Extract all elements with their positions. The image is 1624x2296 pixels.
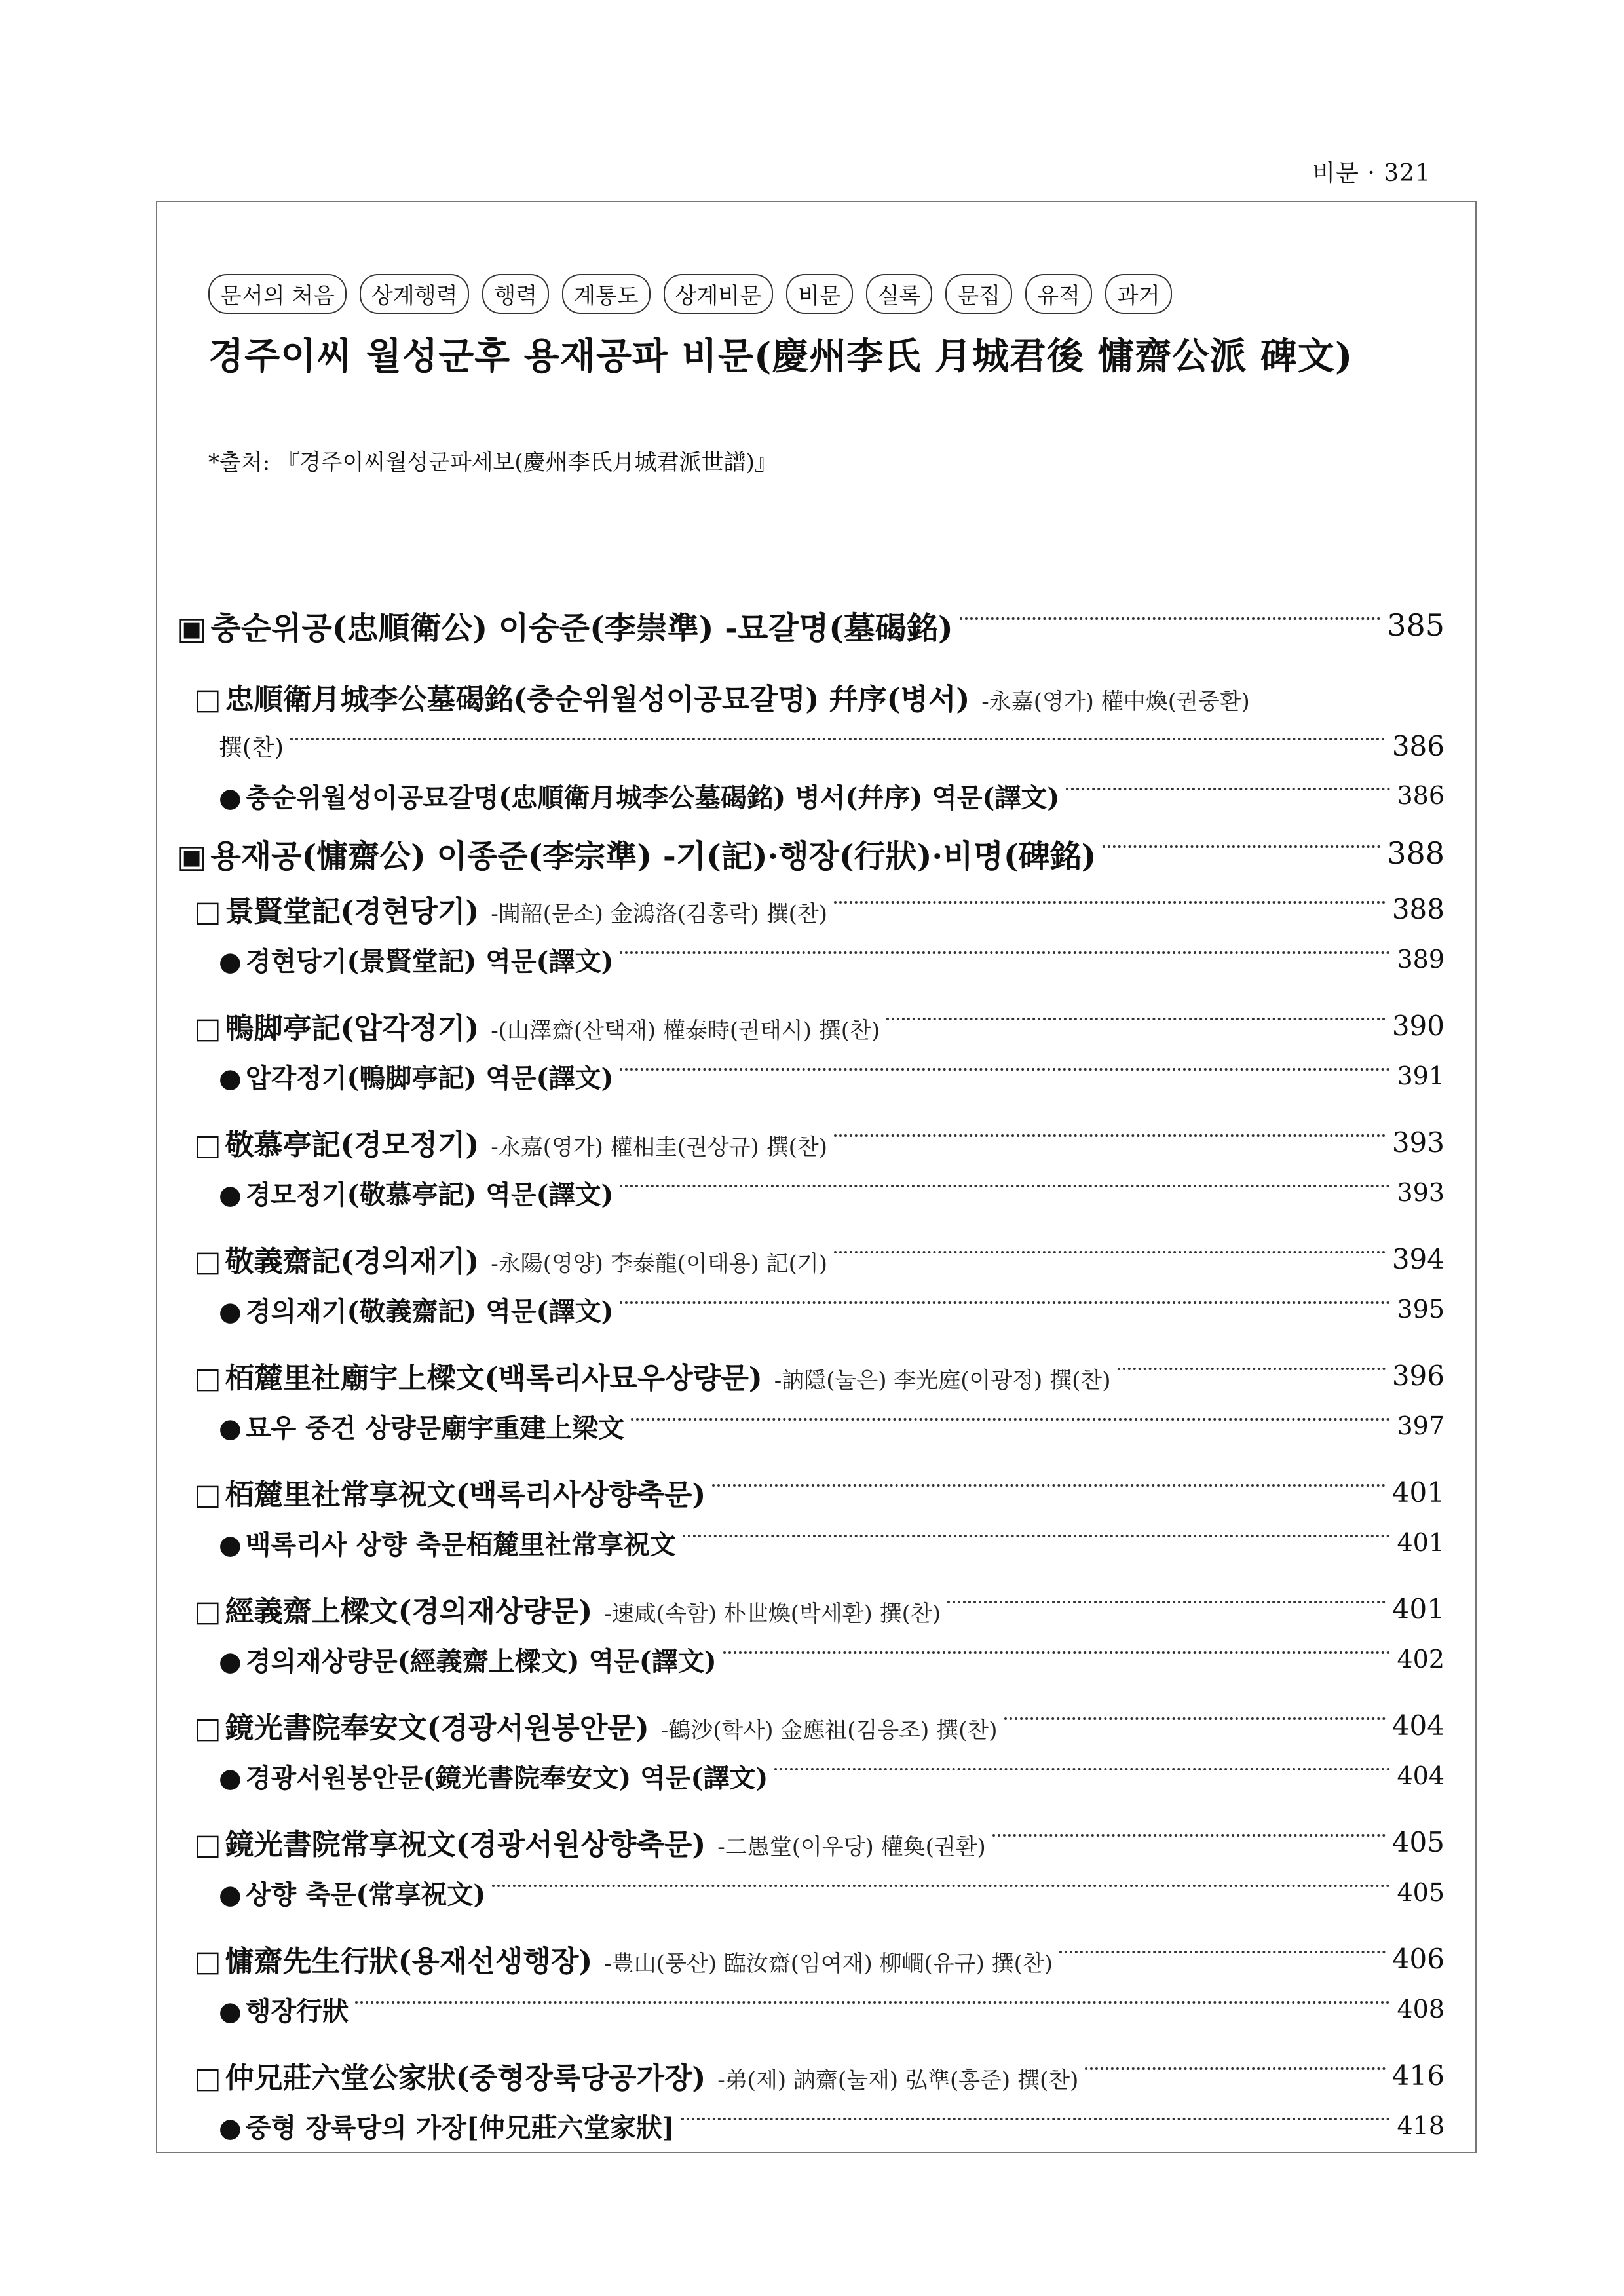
toc-section[interactable] [177, 594, 1445, 656]
toc-page-number: 406 [1391, 1942, 1445, 1975]
toc-entry-title: 鏡光書院奉安文(경광서원봉안문) [225, 1712, 649, 1745]
dot-leader [723, 1651, 1391, 1654]
bullet-icon: ● [219, 2112, 242, 2143]
toc-page-number: 402 [1397, 1645, 1445, 1674]
checkbox-icon: □ [194, 1828, 221, 1862]
nav-chip-history[interactable]: 행력 [482, 274, 549, 314]
dot-leader [355, 2001, 1390, 2004]
dot-leader [620, 1068, 1390, 1071]
toc-entry-title: 중형 장륙당의 가장[仲兄莊六堂家狀] [245, 2112, 675, 2143]
toc-subentry[interactable] [177, 1167, 1445, 1218]
dot-leader [683, 1535, 1391, 1537]
toc-entry[interactable] [177, 1934, 1445, 1983]
toc-entry[interactable] [177, 884, 1445, 934]
dot-leader [1066, 788, 1390, 790]
dot-leader [947, 1601, 1386, 1603]
toc-page-number: 416 [1391, 2059, 1445, 2092]
nav-chip-genealogy-chart[interactable]: 계통도 [562, 274, 651, 314]
bullet-icon: ● [219, 1412, 242, 1444]
toc-page-number: 395 [1397, 1295, 1445, 1324]
bullet-icon: ● [219, 1995, 242, 2027]
source-citation: *출처: 『경주이씨월성군파세보(慶州李氏月城君派世譜)』 [208, 450, 777, 476]
dot-leader [620, 1185, 1390, 1187]
toc-entry[interactable] [177, 1350, 1445, 1400]
toc-section[interactable] [177, 822, 1445, 884]
toc-entry-author: -弟(제) 訥齋(눌재) 弘準(홍준) 撰(찬) [717, 2067, 1079, 2094]
bullet-icon: ● [219, 1645, 242, 1677]
toc-subentry[interactable] [177, 2100, 1445, 2151]
dot-leader [681, 2118, 1391, 2120]
toc-subentry[interactable] [177, 1400, 1445, 1451]
toc-entry-title: 鏡光書院常享祝文(경광서원상향축문) [225, 1828, 706, 1862]
dot-leader [290, 738, 1386, 740]
toc-entry-title: 敬慕亭記(경모정기) [225, 1128, 480, 1162]
toc-entry-title: 백록리사 상향 축문栢麓里社常享祝文 [245, 1529, 676, 1560]
toc-subentry[interactable] [177, 1284, 1445, 1335]
checkbox-icon: □ [194, 1128, 221, 1162]
section-marker-icon: ▣ [177, 609, 207, 647]
toc-page-number: 405 [1391, 1826, 1445, 1858]
dot-leader [886, 1018, 1386, 1020]
toc-entry-title: 경의재상량문(經義齋上樑文) 역문(譯文) [245, 1645, 717, 1677]
toc-page-number: 389 [1397, 945, 1445, 974]
toc-entry-title: 忠順衛月城李公墓碣銘(충순위월성이공묘갈명) 幷序(병서) [225, 683, 970, 716]
toc-entry-title: 撰(찬) [219, 734, 284, 761]
toc-page-number: 401 [1391, 1592, 1445, 1625]
dot-leader [712, 1484, 1386, 1487]
toc-entry[interactable] [177, 672, 1445, 721]
dot-leader [1059, 1951, 1386, 1953]
toc-entry[interactable] [177, 1817, 1445, 1867]
toc-entry-title: 鴨脚亭記(압각정기) [225, 1012, 480, 1045]
toc-page-number: 390 [1391, 1009, 1445, 1042]
nav-chip-start[interactable]: 문서의 처음 [208, 274, 347, 314]
toc-page-number: 394 [1391, 1242, 1445, 1275]
checkbox-icon: □ [194, 1012, 221, 1045]
toc-entry-author: -二愚堂(이우당) 權奐(권환) [717, 1834, 986, 1860]
dot-leader [1118, 1368, 1386, 1370]
toc-entry-title: 栢麓里社常享祝文(백록리사상향축문) [225, 1478, 706, 1512]
toc-entry-title: 압각정기(鴨脚亭記) 역문(譯文) [245, 1062, 614, 1094]
toc-page-number: 397 [1397, 1411, 1445, 1440]
toc-page-number: 418 [1397, 2111, 1445, 2140]
toc-entry[interactable] [177, 1234, 1445, 1284]
toc-entry-title: 용재공(慵齋公) 이종준(李宗準) -기(記)·행장(行狀)·비명(碑銘) [210, 837, 1097, 875]
checkbox-icon: □ [194, 1478, 221, 1512]
toc-entry-author: -永陽(영양) 李泰龍(이태용) 記(기) [491, 1251, 827, 1277]
toc-entry-author: -豊山(풍산) 臨汝齋(임여재) 柳𡼏(유규) 撰(찬) [604, 1951, 1053, 1977]
checkbox-icon: □ [194, 2061, 221, 2095]
toc-page-number: 404 [1391, 1709, 1445, 1742]
toc-entry-title: 경의재기(敬義齋記) 역문(譯文) [245, 1295, 614, 1327]
bullet-icon: ● [219, 946, 242, 977]
checkbox-icon: □ [194, 1712, 221, 1745]
nav-chip-ancestor-history[interactable]: 상계행력 [360, 274, 469, 314]
checkbox-icon: □ [194, 1362, 221, 1395]
nav-chip-collected-works[interactable]: 문집 [945, 274, 1012, 314]
toc-subentry[interactable] [177, 770, 1445, 821]
checkbox-icon: □ [194, 683, 221, 716]
toc-subentry[interactable] [177, 1867, 1445, 1918]
toc-page-number: 401 [1397, 1528, 1445, 1557]
dot-leader [1103, 845, 1380, 848]
toc-entry[interactable] [177, 2050, 1445, 2100]
toc-entry-title: 栢麓里社廟宇上樑文(백록리사묘우상량문) [225, 1362, 763, 1395]
dot-leader [960, 617, 1381, 620]
dot-leader [774, 1768, 1390, 1770]
toc-entry-title: 경광서원봉안문(鏡光書院奉安文) 역문(譯文) [245, 1762, 768, 1793]
toc-page-number: 388 [1391, 892, 1445, 925]
toc-entry-title: 묘우 중건 상량문廟宇重建上梁文 [245, 1412, 625, 1444]
nav-chip-annals[interactable]: 실록 [866, 274, 933, 314]
dot-leader [631, 1418, 1390, 1421]
toc-subentry[interactable] [177, 1634, 1445, 1685]
toc-page-number: 396 [1391, 1359, 1445, 1392]
toc-entry-title: 충순위월성이공묘갈명(忠順衛月城李公墓碣銘) 병서(幷序) 역문(譯文) [245, 782, 1060, 813]
bullet-icon: ● [219, 1295, 242, 1327]
toc-entry[interactable] [177, 1467, 1445, 1517]
toc-entry[interactable] [177, 1117, 1445, 1167]
toc-entry-author: -訥隱(눌은) 李光庭(이광정) 撰(찬) [774, 1368, 1111, 1394]
nav-chip-relics[interactable]: 유적 [1025, 274, 1092, 314]
toc-entry-title: 景賢堂記(경현당기) [225, 895, 480, 928]
toc-entry-author: -永嘉(영가) 權中煥(권중환) [981, 689, 1250, 715]
toc-page-number: 404 [1397, 1761, 1445, 1790]
toc-page-number: 405 [1397, 1878, 1445, 1907]
bullet-icon: ● [219, 782, 242, 813]
toc-entry[interactable] [177, 1700, 1445, 1750]
bullet-icon: ● [219, 1179, 242, 1210]
section-marker-icon: ▣ [177, 837, 207, 875]
dot-leader [834, 1251, 1386, 1253]
checkbox-icon: □ [194, 1595, 221, 1628]
table-of-contents [177, 593, 1445, 2151]
toc-subentry[interactable] [177, 1050, 1445, 1101]
toc-page-number: 393 [1391, 1126, 1445, 1158]
bullet-icon: ● [219, 1062, 242, 1094]
toc-page-number: 386 [1397, 781, 1445, 810]
dot-leader [620, 951, 1390, 954]
toc-entry-title: 상향 축문(常享祝文) [245, 1879, 486, 1910]
toc-entry-title: 행장行狀 [245, 1995, 349, 2027]
toc-entry-title: 仲兄莊六堂公家狀(중형장룩당공가장) [225, 2061, 706, 2095]
toc-entry-title: 경모정기(敬慕亭記) 역문(譯文) [245, 1179, 614, 1210]
toc-entry-author: -永嘉(영가) 權相圭(권상규) 撰(찬) [491, 1134, 827, 1160]
dot-leader [1004, 1717, 1386, 1720]
bullet-icon: ● [219, 1529, 242, 1560]
toc-page-number: 408 [1397, 1995, 1445, 2023]
nav-chip-epitaph[interactable]: 비문 [786, 274, 853, 314]
bullet-icon: ● [219, 1879, 242, 1910]
toc-page-number: 391 [1397, 1062, 1445, 1090]
bullet-icon: ● [219, 1762, 242, 1793]
dot-leader [834, 1134, 1386, 1137]
toc-entry-author: -速咸(속함) 朴世煥(박세환) 撰(찬) [604, 1601, 941, 1627]
dot-leader [1085, 2067, 1385, 2070]
running-header: 비문 · 321 [1312, 160, 1431, 187]
toc-entry-title: 경현당기(景賢堂記) 역문(譯文) [245, 946, 614, 977]
checkbox-icon: □ [194, 1245, 221, 1278]
dot-leader [620, 1301, 1390, 1304]
checkbox-icon: □ [194, 895, 221, 928]
nav-chip-ancestor-epitaph[interactable]: 상계비문 [664, 274, 773, 314]
toc-page-number: 388 [1387, 835, 1445, 871]
toc-page-number: 385 [1387, 607, 1445, 643]
dot-leader [834, 901, 1386, 904]
toc-page-number: 401 [1391, 1476, 1445, 1508]
checkbox-icon: □ [194, 1945, 221, 1978]
toc-subentry[interactable] [177, 934, 1445, 985]
toc-page-number: 393 [1397, 1178, 1445, 1207]
toc-subentry[interactable] [177, 1750, 1445, 1801]
toc-subentry[interactable] [177, 1983, 1445, 2035]
toc-entry-title: 충순위공(忠順衛公) 이숭준(李崇準) -묘갈명(墓碣銘) [210, 609, 953, 647]
dot-leader [492, 1885, 1390, 1887]
dot-leader [992, 1834, 1386, 1837]
toc-entry-title: 慵齋先生行狀(용재선생행장) [225, 1945, 593, 1978]
nav-bar [208, 274, 1172, 314]
toc-entry-continuation[interactable] [177, 721, 1445, 770]
toc-entry[interactable] [177, 1001, 1445, 1050]
document-title: 경주이씨 월성군후 용재공파 비문(慶州李氏 月城君後 慵齋公派 碑文) [208, 335, 1353, 378]
nav-chip-civil-exam[interactable]: 과거 [1105, 274, 1172, 314]
toc-entry-author: -鶴沙(학사) 金應祖(김응조) 撰(찬) [660, 1717, 998, 1744]
toc-entry-title: 敬義齋記(경의재기) [225, 1245, 480, 1278]
toc-page-number: 386 [1391, 729, 1445, 762]
toc-entry-author: -聞韶(문소) 金鴻洛(김홍락) 撰(찬) [491, 901, 827, 927]
toc-entry[interactable] [177, 1584, 1445, 1634]
toc-entry-author: -(山澤齋(산택재) 權泰時(권태시) 撰(찬) [491, 1018, 880, 1044]
toc-subentry[interactable] [177, 1517, 1445, 1568]
toc-entry-title: 經義齋上樑文(경의재상량문) [225, 1595, 593, 1628]
